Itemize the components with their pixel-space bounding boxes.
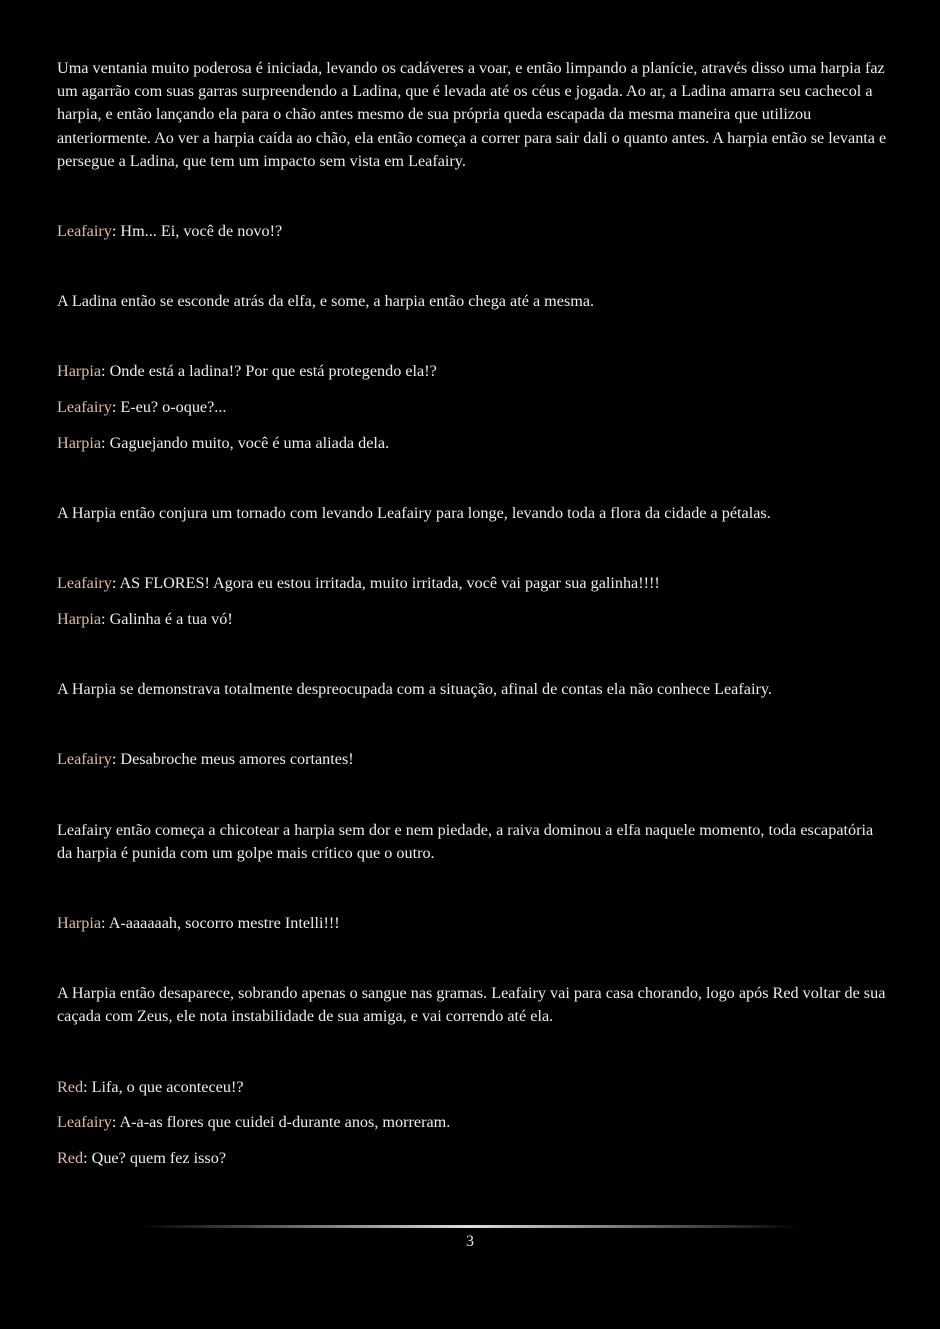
dialogue-line (57, 572, 889, 595)
narration-paragraph (57, 982, 889, 1028)
speaker-name: Red (57, 1148, 84, 1167)
dialogue-text: : Lifa, o que aconteceu!? (83, 1077, 244, 1096)
narration-paragraph (57, 678, 889, 701)
dialogue-line (57, 220, 889, 243)
narration-text: A Harpia então conjura um tornado com levando Leafairy para longe, levando toda a flora da cidade a pétalas. (57, 504, 771, 523)
dialogue-text: : Galinha é a tua vó! (101, 609, 233, 628)
dialogue-text: : A-a-as flores que cuidei d-durante anos, morreram. (111, 1113, 451, 1132)
speaker-name: Leafairy (57, 398, 112, 417)
speaker-name: Leafairy (57, 222, 112, 241)
speaker-name: Harpia (57, 433, 102, 452)
page-body (57, 57, 889, 1170)
narration-paragraph (57, 57, 889, 173)
dialogue-line (57, 1147, 889, 1170)
narration-text: Uma ventania muito poderosa é iniciada, levando os cadáveres a voar, e então limpando a planície, através disso uma harpia faz um agarrão com suas garras surpreendendo a Ladina, que é levada até os céus e jogada. Ao ar, a Ladina amarra seu cachecol a harpia, e então lançando ela para o chão antes mesmo de sua própria queda escapada da mesma maneira que utilizou anteriormente. Ao ver a harpia caída ao chão, ela então começa a correr para sair dali o quanto antes. A harpia então se levanta e persegue a Ladina, que tem um impacto sem vista em Leafairy. (57, 59, 887, 170)
narration-text: A Ladina então se esconde atrás da elfa, e some, a harpia então chega até a mesma. (57, 292, 595, 311)
narration-text: A Harpia se demonstrava totalmente despreocupada com a situação, afinal de contas ela não conhece Leafairy. (57, 680, 772, 699)
dialogue-text: : Onde está a ladina!? Por que está protegendo ela!? (101, 362, 437, 381)
dialogue-line (57, 748, 889, 771)
narration-text: Leafairy então começa a chicotear a harpia sem dor e nem piedade, a raiva dominou a elfa naquele momento, toda escapatória da harpia é punida com um golpe mais crítico que o outro. (57, 820, 874, 862)
dialogue-text: : A-aaaaaah, socorro mestre Intelli!!! (101, 913, 340, 932)
page-number: 3 (466, 1233, 474, 1250)
dialogue-text: : Gaguejando muito, você é uma aliada dela. (101, 433, 390, 452)
speaker-name: Leafairy (57, 1113, 112, 1132)
dialogue-text: : E-eu? o-oque?... (111, 398, 227, 417)
narration-paragraph (57, 502, 889, 525)
speaker-name: Harpia (57, 913, 102, 932)
dialogue-line (57, 1076, 889, 1099)
dialogue-line (57, 608, 889, 631)
dialogue-line (57, 912, 889, 935)
dialogue-line (57, 396, 889, 419)
dialogue-text: : Hm... Ei, você de novo!? (111, 222, 283, 241)
dialogue-text: : Que? quem fez isso? (83, 1148, 227, 1167)
dialogue-text: : Desabroche meus amores cortantes! (111, 750, 354, 769)
narration-paragraph (57, 290, 889, 313)
speaker-name: Leafairy (57, 750, 112, 769)
speaker-name: Harpia (57, 609, 102, 628)
dialogue-line (57, 1111, 889, 1134)
dialogue-line (57, 360, 889, 383)
speaker-name: Red (57, 1077, 84, 1096)
footer-divider (140, 1225, 800, 1228)
speaker-name: Harpia (57, 362, 102, 381)
dialogue-text: : AS FLORES! Agora eu estou irritada, muito irritada, você vai pagar sua galinha!!!! (111, 574, 660, 593)
narration-text: A Harpia então desaparece, sobrando apenas o sangue nas gramas. Leafairy vai para casa chorando, logo após Red voltar de sua caçada com Zeus, ele nota instabilidade de sua amiga, e vai correndo até ela. (57, 984, 886, 1026)
speaker-name: Leafairy (57, 574, 112, 593)
narration-paragraph (57, 819, 889, 865)
dialogue-line (57, 432, 889, 455)
